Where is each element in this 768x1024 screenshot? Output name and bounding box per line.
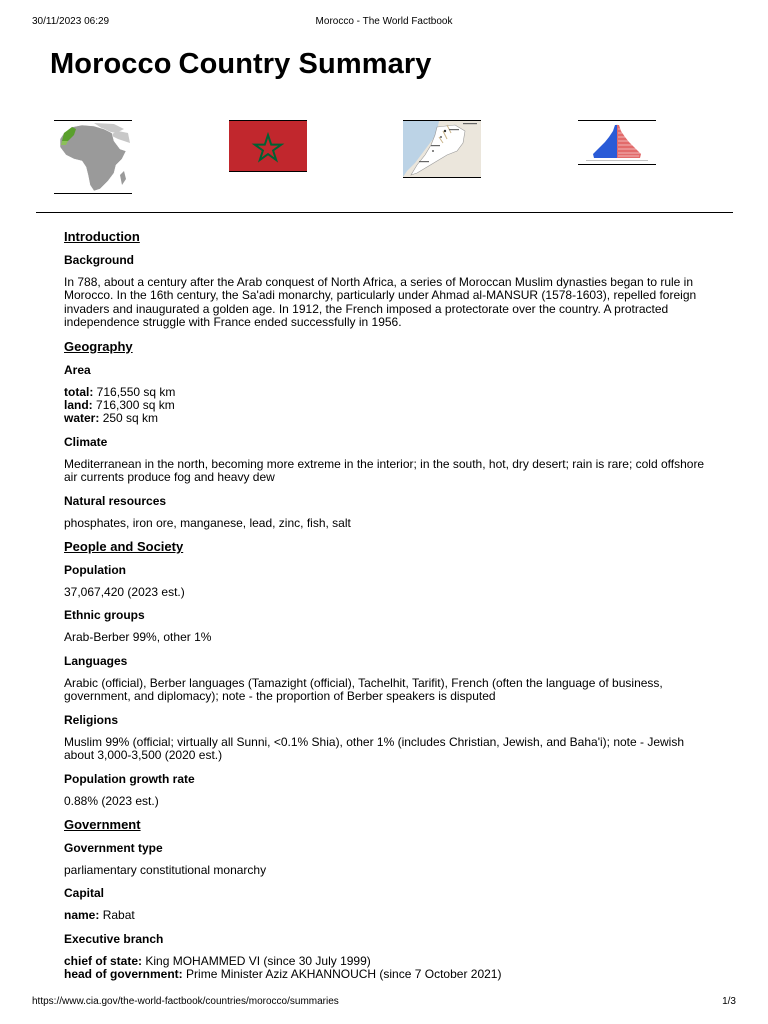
text-government-type: parliamentary constitutional monarchy xyxy=(64,862,267,877)
label-religions: Religions xyxy=(64,712,119,727)
area-water-value: 250 sq km xyxy=(102,411,159,426)
label-area: Area xyxy=(64,362,91,377)
heading-introduction: Introduction xyxy=(64,229,140,244)
area-total-value: 716,550 sq km xyxy=(96,384,176,399)
text-natural-resources: phosphates, iron ore, manganese, lead, zinc, fish, salt xyxy=(64,515,351,530)
morocco-map-icon xyxy=(403,121,481,177)
label-climate: Climate xyxy=(64,434,108,449)
section-introduction xyxy=(64,229,714,330)
population-pyramid-thumbnail[interactable] xyxy=(578,120,656,165)
capital-name-value: Rabat xyxy=(102,908,135,923)
heading-people-and-society: People and Society xyxy=(64,539,184,555)
print-url: https://www.cia.gov/the-world-factbook/countries/morocco/summaries xyxy=(32,996,339,1007)
area-land-label: land: xyxy=(64,398,93,413)
print-header xyxy=(32,16,736,30)
label-capital: Capital xyxy=(64,886,105,901)
print-page-title: Morocco - The World Factbook xyxy=(315,16,453,27)
section-geography xyxy=(64,339,714,530)
section-people-and-society xyxy=(64,539,714,808)
head-of-government xyxy=(64,968,714,981)
locator-map-thumbnail[interactable] xyxy=(54,120,132,194)
label-languages: Languages xyxy=(64,653,128,668)
label-population-growth-rate: Population growth rate xyxy=(64,771,195,786)
print-page-number: 1/3 xyxy=(722,996,736,1007)
label-background: Background xyxy=(64,253,135,267)
area-land xyxy=(64,399,714,412)
heading-government: Government xyxy=(64,816,141,832)
head-of-government-value: Prime Minister Aziz AKHANNOUCH (since 7 October 2021) xyxy=(186,967,502,982)
capital-name-label: name: xyxy=(64,908,100,923)
label-population: Population xyxy=(64,563,126,578)
label-natural-resources: Natural resources xyxy=(64,493,167,508)
section-government xyxy=(64,817,714,982)
morocco-flag-icon xyxy=(229,121,307,171)
chief-of-state-label: chief of state: xyxy=(64,953,143,968)
capital-name xyxy=(64,909,714,922)
area-total xyxy=(64,386,714,399)
area-total-label: total: xyxy=(64,384,94,399)
area-water xyxy=(64,412,714,425)
page-title-country: Morocco xyxy=(50,48,172,80)
label-executive-branch: Executive branch xyxy=(64,931,164,946)
text-population-growth-rate: 0.88% (2023 est.) xyxy=(64,793,159,808)
print-date: 30/11/2023 06:29 xyxy=(32,16,110,27)
text-background: In 788, about a century after the Arab conquest of North Africa, a series of Moroccan Muslim dynasties began to rule in Morocco. In the 16th century, the Sa'adi monarchy, particularly under Ahmad al-MANSUR (1578-1603), repelled foreign invaders and inaugurated a golden age. In 1912, the French imposed a protectorate over the country. A protracted independence struggle with France ended successfully in 1956. xyxy=(64,275,697,330)
text-climate: Mediterranean in the north, becoming more extreme in the interior; in the south, hot, dry desert; rain is rare; cold offshore air currents produce fog and heavy dew xyxy=(64,456,705,485)
head-of-government-label: head of government: xyxy=(64,967,183,982)
text-ethnic-groups: Arab-Berber 99%, other 1% xyxy=(64,630,212,645)
thumbnail-strip xyxy=(54,120,674,196)
print-footer xyxy=(32,996,736,1010)
summary-content xyxy=(64,229,714,982)
text-population: 37,067,420 (2023 est.) xyxy=(64,585,185,600)
page-title-suffix: Country Summary xyxy=(178,48,432,80)
country-map-thumbnail[interactable] xyxy=(403,120,481,178)
text-religions: Muslim 99% (official; virtually all Sunni, <0.1% Shia), other 1% (includes Christian, Jewish, and Baha'i); note - Jewish about 3,000-3,500 (2020 est.) xyxy=(64,734,685,763)
chief-of-state xyxy=(64,955,714,968)
text-languages: Arabic (official), Berber languages (Tamazight (official), Tachelhit, Tarifit), French (often the language of business, government, and diplomacy); note - the proportion of Berber speakers is disputed xyxy=(64,675,663,704)
label-ethnic-groups: Ethnic groups xyxy=(64,608,145,623)
heading-geography: Geography xyxy=(64,338,133,354)
africa-locator-map-icon xyxy=(54,121,132,193)
area-land-value: 716,300 sq km xyxy=(96,398,175,413)
chief-of-state-value: King MOHAMMED VI (since 30 July 1999) xyxy=(145,953,371,968)
section-divider xyxy=(36,212,733,213)
flag-thumbnail[interactable] xyxy=(229,120,307,172)
population-pyramid-icon xyxy=(578,121,656,164)
label-government-type: Government type xyxy=(64,840,163,855)
page-title xyxy=(50,48,431,81)
area-water-label: water: xyxy=(64,411,100,426)
